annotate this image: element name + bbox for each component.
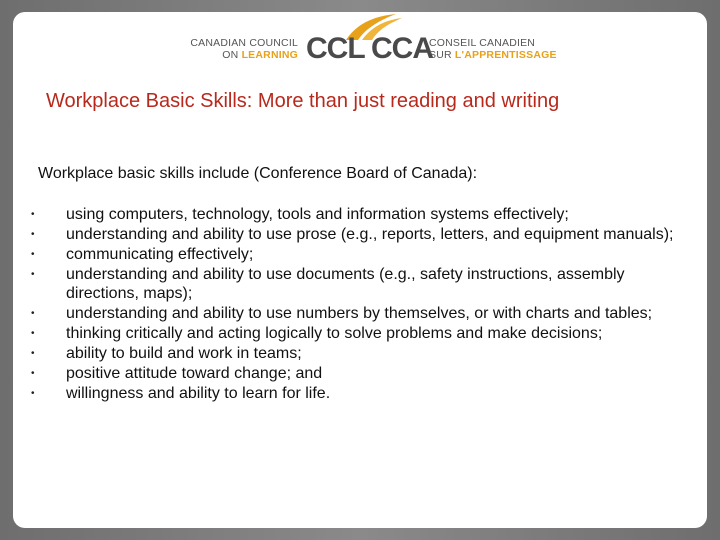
logo-org-fr-prefix: SUR <box>429 49 452 61</box>
bullet-icon: • <box>31 367 35 379</box>
list-item-text: willingness and ability to learn for life. <box>66 384 331 402</box>
list-item-text: ability to build and work in teams; <box>66 344 302 362</box>
bullet-icon: • <box>31 209 35 220</box>
list-item <box>31 305 691 324</box>
list-item-text: understanding and ability to use prose (e.g., reports, letters, and equipment manuals); <box>66 226 674 243</box>
bullet-icon: • <box>31 229 35 240</box>
logo-org-name-fr <box>429 37 559 61</box>
ccl-cca-logo <box>188 12 558 84</box>
list-item-text: understanding and ability to use documents (e.g., safety instructions, assembly directions, maps); <box>66 266 625 302</box>
logo-org-en-prefix: ON <box>222 49 239 61</box>
list-item <box>31 385 691 404</box>
slide-intro: Workplace basic skills include (Conference Board of Canada): <box>38 165 478 182</box>
bullet-icon: • <box>31 387 35 399</box>
bullet-icon: • <box>31 307 35 319</box>
list-item-text: thinking critically and acting logically to solve problems and make decisions; <box>66 324 603 342</box>
logo-org-en-line1: CANADIAN COUNCIL <box>190 37 298 49</box>
slide <box>13 12 707 528</box>
skills-list <box>31 206 691 405</box>
list-item-text: positive attitude toward change; and <box>66 364 323 382</box>
bullet-icon: • <box>31 327 35 339</box>
list-item-text: using computers, technology, tools and information systems effectively; <box>66 206 569 223</box>
list-item-text: understanding and ability to use numbers by themselves, or with charts and tables; <box>66 304 653 322</box>
logo-abbr-en: CCL <box>306 32 365 65</box>
list-item-text: communicating effectively; <box>66 246 254 263</box>
bullet-icon: • <box>31 249 35 260</box>
list-item <box>31 246 691 265</box>
list-item <box>31 365 691 384</box>
logo-org-en-highlight: LEARNING <box>241 49 298 61</box>
logo-org-fr-line1: CONSEIL CANADIEN <box>429 37 536 49</box>
bullet-icon: • <box>31 347 35 359</box>
list-item <box>31 206 691 225</box>
list-item <box>31 325 691 344</box>
logo-org-name-en <box>188 37 298 61</box>
list-item <box>31 266 691 303</box>
logo-abbr-fr: CCA <box>371 32 433 65</box>
list-item <box>31 226 691 245</box>
bullet-icon: • <box>31 269 35 280</box>
slide-title: Workplace Basic Skills: More than just reading and writing <box>46 90 560 112</box>
list-item <box>31 345 691 364</box>
logo-org-fr-highlight: L'APPRENTISSAGE <box>454 49 557 61</box>
